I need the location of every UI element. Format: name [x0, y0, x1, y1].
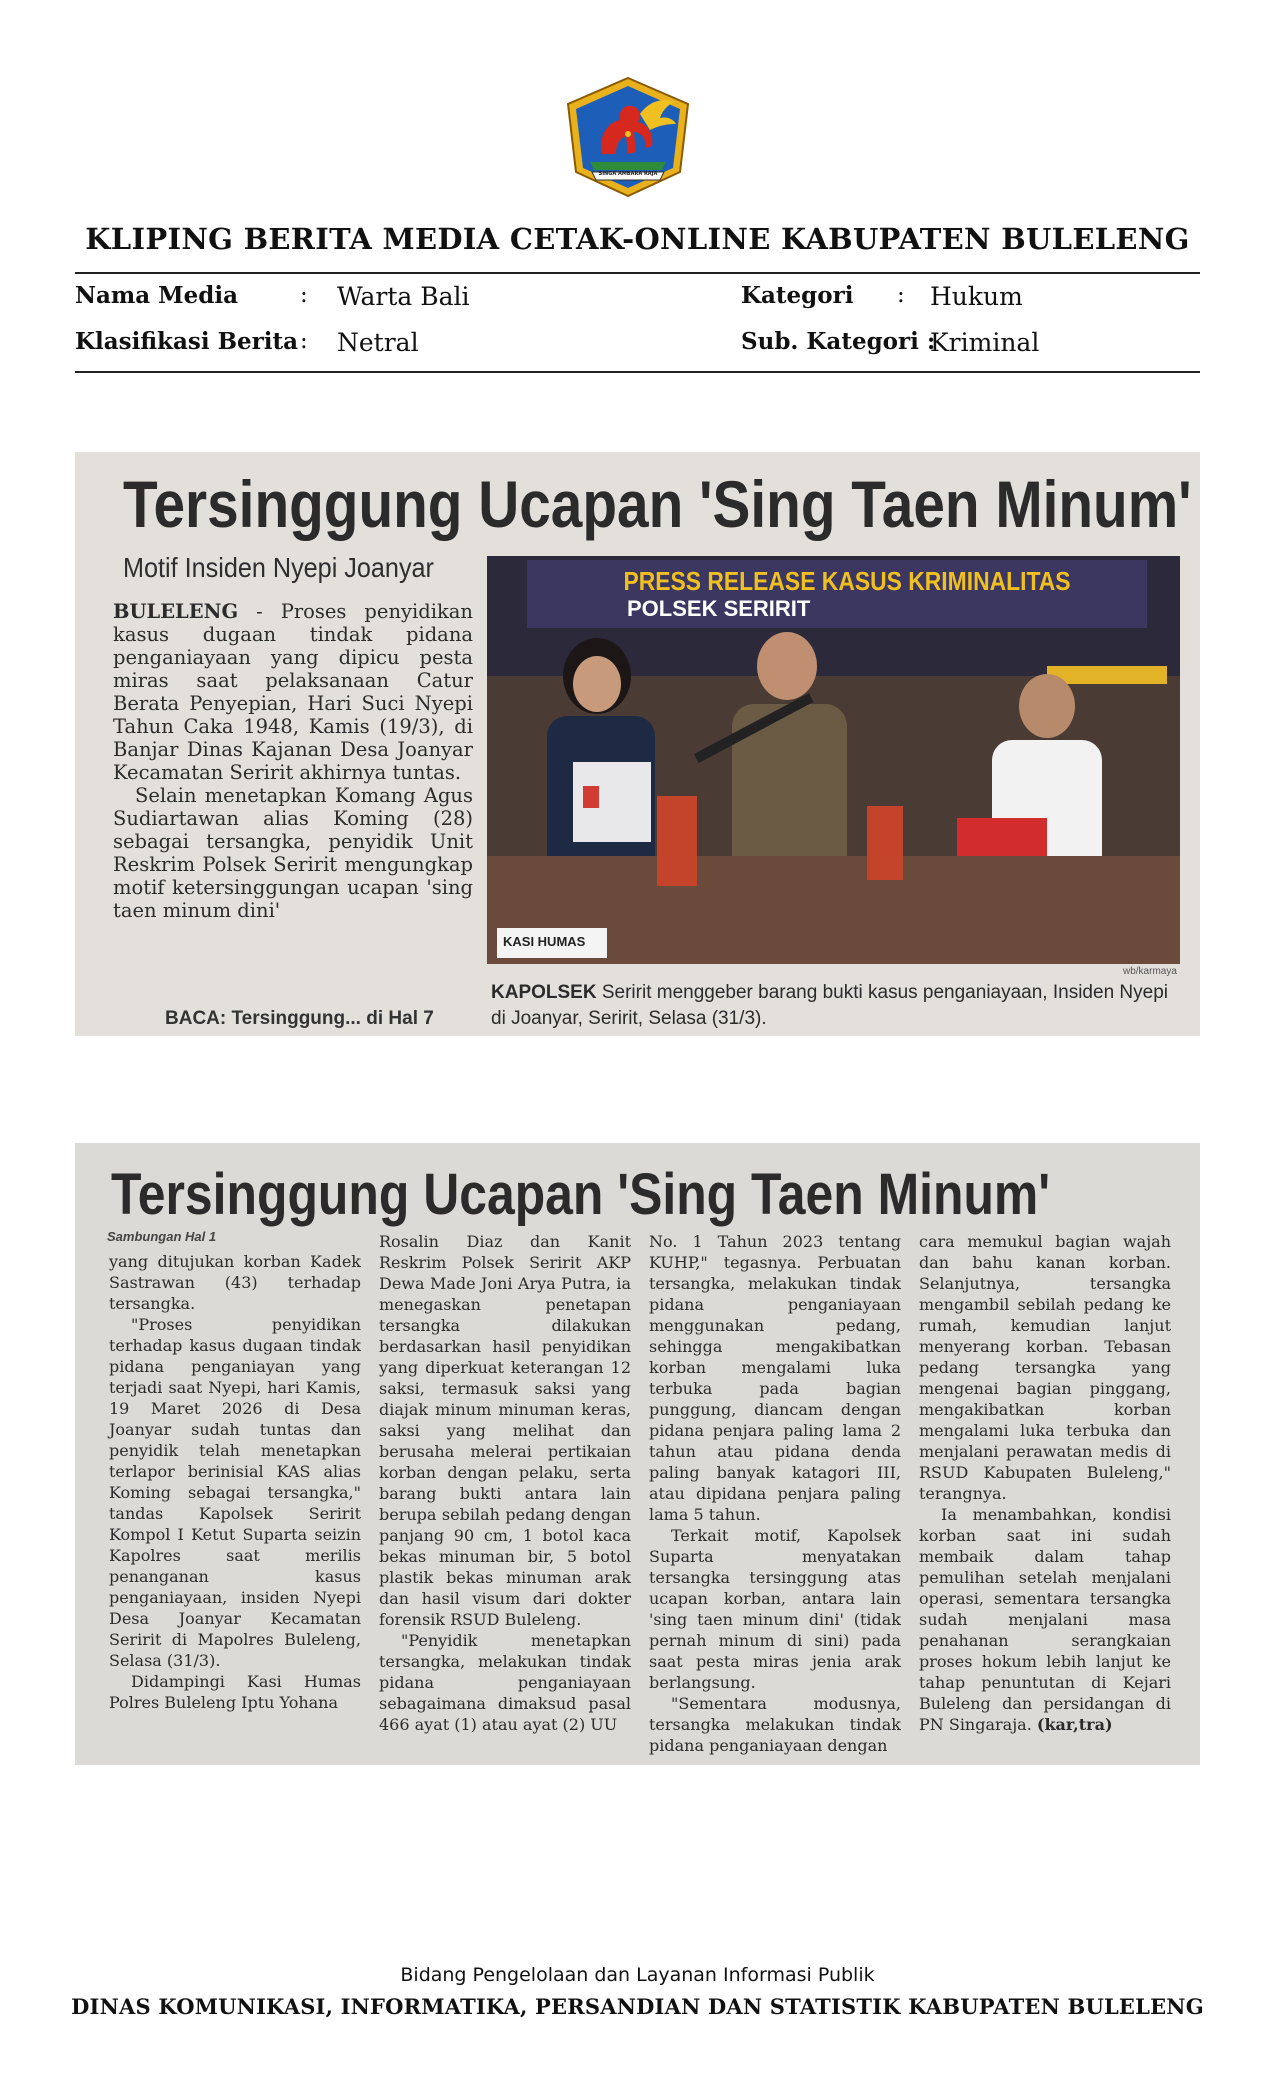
clip2-paragraph: yang ditujukan korban Kadek Sastrawan (43) terhadap tersangka.: [109, 1252, 361, 1313]
header-bottom-rule: [75, 371, 1200, 373]
media-value: Warta Bali: [337, 282, 470, 311]
banner-line-1: PRESS RELEASE KASUS KRIMINALITAS: [623, 566, 1071, 596]
footer-agency: DINAS KOMUNIKASI, INFORMATIKA, PERSANDIAN DAN STATISTIK KABUPATEN BULELENG: [71, 1994, 1204, 2019]
logo-motto-text: SINGA AMBARA RAJA: [598, 171, 658, 177]
clip2-column-3: [649, 1231, 901, 1756]
clip1-paragraph: Selain menetapkan Komang Agus Sudiartawan alias Koming (28) sebagai tersangka, penyidik Unit Reskrim Polsek Seririt mengungkap motif ketersinggungan ucapan 'sing taen minum dini': [113, 784, 473, 922]
clip1-headline: Tersinggung Ucapan 'Sing Taen Minum': [123, 467, 1192, 541]
caption-text: Seririt menggeber barang bukti kasus penganiayaan, Insiden Nyepi di Joanyar, Seririt, Selasa (31/3).: [491, 982, 1168, 1029]
table-sign-kasi-humas: KASI HUMAS: [503, 934, 586, 949]
clip2-paragraph: cara memukul bagian wajah dan bahu kanan korban. Selanjutnya, tersangka mengambil sebilah pedang ke rumah, kemudian lanjut menyerang korban. Tebasan pedang tersangka yang mengenai bagian pinggang, mengakibatkan korban mengalami luka terbuka dan menjalani perawatan medis di RSUD Kabupaten Buleleng," terangnya.: [919, 1232, 1171, 1503]
news-clipping-front: [75, 452, 1200, 1036]
media-colon: :: [300, 282, 308, 308]
clip2-headline: Tersinggung Ucapan 'Sing Taen Minum': [111, 1162, 1051, 1227]
klasifikasi-label: Klasifikasi Berita: [75, 328, 299, 355]
kategori-label: Kategori: [741, 282, 854, 309]
document-title: KLIPING BERITA MEDIA CETAK-ONLINE KABUPATEN BULELENG: [85, 222, 1190, 256]
klasifikasi-value: Netral: [337, 328, 419, 357]
clip2-column-4: [919, 1231, 1171, 1735]
kategori-colon: :: [897, 282, 905, 308]
media-label: Nama Media: [75, 282, 238, 309]
klasifikasi-colon: :: [300, 328, 308, 354]
banner-line-2: POLSEK SERIRIT: [627, 596, 811, 621]
clip2-paragraph: Ia menambahkan, kondisi korban saat ini sudah membaik dalam tahap pemulihan setelah menjalani operasi, sementara tersangka sudah menjalani masa penahanan serangkaian proses hokum lebih lanjut ke tahap penuntutan di Kejari Buleleng dan persidangan di PN Singaraja. (kar,tra): [919, 1505, 1171, 1734]
clip1-paragraph: BULELENG - Proses penyidikan kasus dugaan tindak pidana penganiayaan yang dipicu pesta miras saat pelaksanaan Catur Berata Penyepian, Hari Suci Nyepi Tahun Caka 1948, Kamis (19/3), di Banjar Dinas Kajanan Desa Joanyar Kecamatan Seririt akhirnya tuntas.: [113, 600, 473, 784]
clip1-body: [113, 600, 473, 922]
clip2-paragraph: No. 1 Tahun 2023 tentang KUHP," tegasnya. Perbuatan tersangka, melakukan tindak pidana penganiayaan menggunakan pedang, sehingga mengakibatkan korban mengalami luka terbuka pada bagian punggung, diancam dengan pidana penjara paling lama 2 tahun atau pidana denda paling banyak katagori III, atau dipidana penjara paling lama 5 tahun.: [649, 1232, 901, 1524]
clip1-deck: Motif Insiden Nyepi Joanyar: [123, 552, 434, 583]
clip2-paragraph: "Penyidik menetapkan tersangka, melakukan tindak pidana penganiayaan sebagaimana dimaksud pasal 466 ayat (1) atau ayat (2) UU: [379, 1631, 631, 1734]
photo-credit: wb/karmaya: [1123, 966, 1177, 977]
clip2-paragraph: Didampingi Kasi Humas Polres Buleleng Iptu Yohana: [109, 1672, 361, 1712]
sambungan-label: Sambungan Hal 1: [107, 1229, 217, 1244]
signoff: (kar,tra): [1036, 1715, 1113, 1734]
clip2-paragraph: Terkait motif, Kapolsek Suparta menyatakan tersangka tersinggung atas ucapan korban, antara lain 'sing taen minum dini' (tidak pernah minum di sini) pada saat pesta miras jenia arak berlangsung.: [649, 1526, 901, 1692]
news-clipping-continuation: [75, 1143, 1200, 1765]
clip1-dateline: BULELENG: [113, 600, 239, 623]
buleleng-emblem-logo: [562, 74, 694, 200]
kategori-value: Hukum: [930, 282, 1023, 311]
clip2-paragraph: "Proses penyidikan terhadap kasus dugaan tindak pidana penganiayan yang terjadi saat Nyepi, hari Kamis, 19 Maret 2026 di Desa Joanyar sudah tuntas dan penyidik telah menetapkan terlapor berinisial KAS alias Koming sebagai tersangka," tandas Kapolsek Seririt Kompol I Ketut Suparta seizin Kapolres saat merilis penanganan kasus penganiayaan, insiden Nyepi Desa Joanyar Kecamatan Seririt di Mapolres Buleleng, Selasa (31/3).: [109, 1315, 361, 1670]
clip2-paragraph: Rosalin Diaz dan Kanit Reskrim Polsek Seririt AKP Dewa Made Joni Arya Putra, ia menegaskan penetapan tersangka dilakukan berdasarkan hasil penyidikan yang diperkuat keterangan 12 saksi, termasuk saksi yang diajak minum minuman keras, saksi yang melihat dan berusaha melerai pertikaian korban dengan pelaku, serta barang bukti antara lain berupa sebilah pedang dengan panjang 90 cm, 1 botol kaca bekas minuman bir, 5 botol plastik bekas minuman arak dan hasil visum dari dokter forensik RSUD Buleleng.: [379, 1232, 631, 1629]
subkategori-value: Kriminal: [930, 328, 1040, 357]
caption-lead: KAPOLSEK: [491, 982, 597, 1003]
footer-unit: Bidang Pengelolaan dan Layanan Informasi Publik: [400, 1964, 875, 1986]
header-top-rule: [75, 272, 1200, 274]
subkategori-label: Sub. Kategori :: [741, 328, 936, 355]
press-release-photo: [487, 556, 1180, 964]
clip2-column-2: [379, 1231, 631, 1735]
clip2-column-1: [109, 1251, 361, 1713]
baca-continuation: BACA: Tersinggung... di Hal 7: [165, 1008, 434, 1029]
clip2-paragraph: "Sementara modusnya, tersangka melakukan tindak pidana penganiayaan dengan: [649, 1694, 901, 1755]
photo-caption: [491, 980, 1181, 1032]
